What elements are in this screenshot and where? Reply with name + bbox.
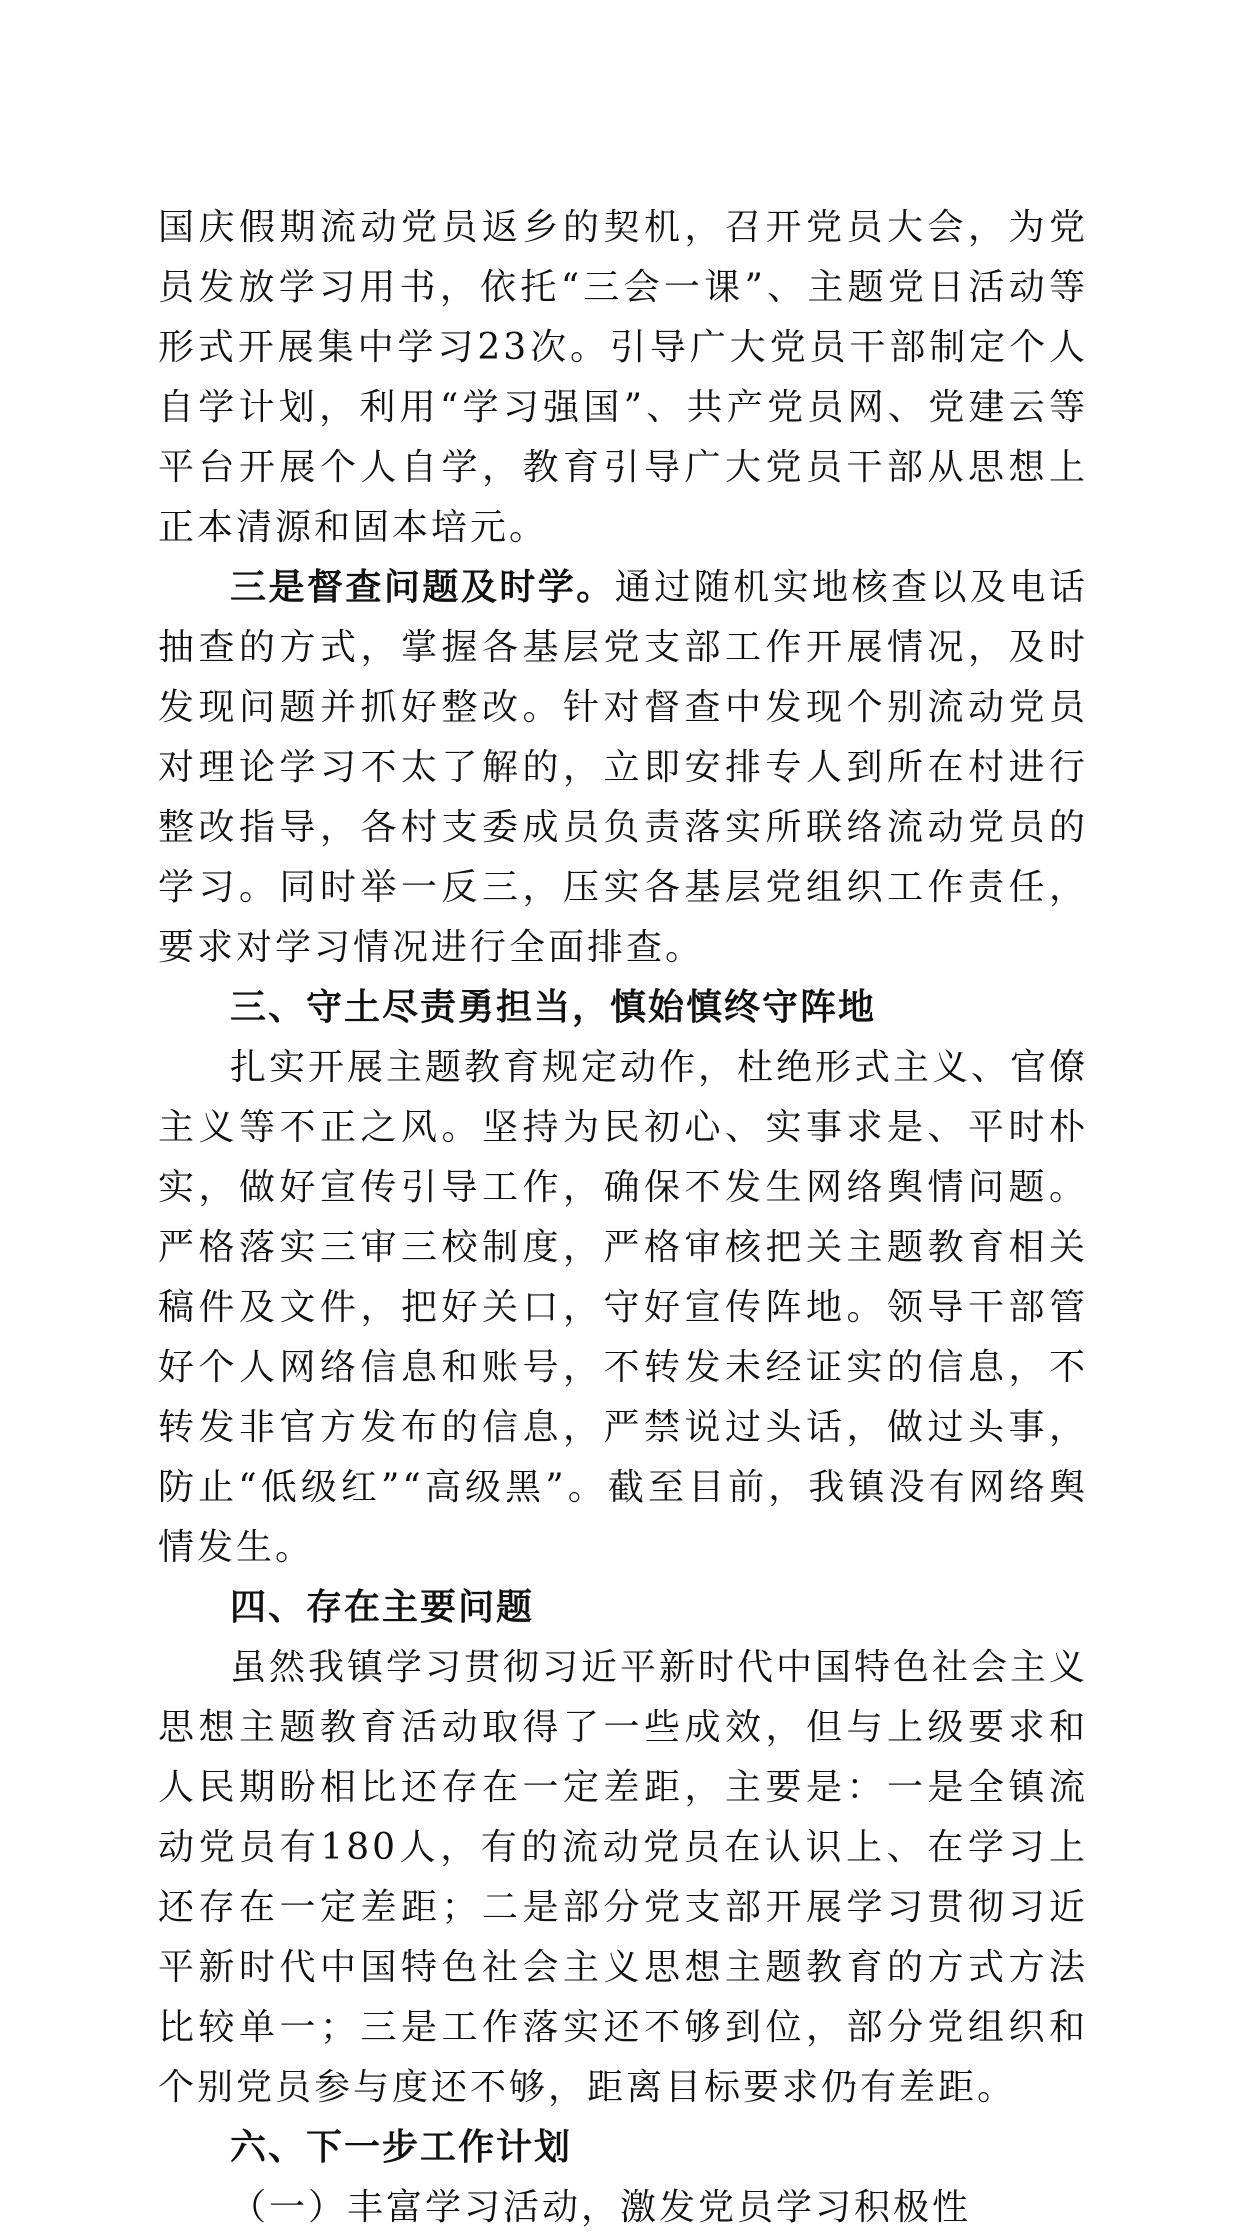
section-heading-4: 四、存在主要问题 bbox=[230, 1587, 535, 1628]
paragraph-supervision-text: 通过随机实地核查以及电话抽查的方式，掌握各基层党支部工作开展情况，及时发现问题并抓好整改。针对督查中发现个别流动党员对理论学习不太了解的，立即安排专人到所在村进行整改指导，各村支委成员负责落实所联络流动党员的学习。同时举一反三，压实各基层党组织工作责任，要求对学习情况进行全面排查。 bbox=[158, 567, 1088, 968]
subsection-heading-1: （一）丰富学习活动，激发党员学习积极性 bbox=[230, 2187, 972, 2228]
paragraph-study-activities: 国庆假期流动党员返乡的契机，召开党员大会，为党员发放学习用书，依托“三会一课”、主题党日活动等形式开展集中学习23次。引导广大党员干部制定个人自学计划，利用“学习强国”、共产党员网、党建云等平台开展个人自学，教育引导广大党员干部从思想上正本清源和固本培元。 bbox=[158, 207, 1088, 548]
section-heading-3: 三、守土尽责勇担当，慎始慎终守阵地 bbox=[230, 987, 877, 1028]
paragraph-problems: 虽然我镇学习贯彻习近平新时代中国特色社会主义思想主题教育活动取得了一些成效，但与上级要求和人民期盼相比还存在一定差距，主要是：一是全镇流动党员有180人，有的流动党员在认识上、在学习上还存在一定差距；二是部分党支部开展学习贯彻习近平新时代中国特色社会主义思想主题教育的方式方法比较单一；三是工作落实还不够到位，部分党组织和个别党员参与度还不够，距离目标要求仍有差距。 bbox=[158, 1647, 1089, 2108]
paragraph-supervision bbox=[158, 558, 1088, 978]
document-body bbox=[158, 198, 1088, 2238]
paragraph-lead-supervision: 三是督查问题及时学。 bbox=[230, 567, 615, 608]
section-heading-6: 六、下一步工作计划 bbox=[230, 2127, 573, 2168]
paragraph-publicity: 扎实开展主题教育规定动作，杜绝形式主义、官僚主义等不正之风。坚持为民初心、实事求是、平时朴实，做好宣传引导工作，确保不发生网络舆情问题。严格落实三审三校制度，严格审核把关主题教育相关稿件及文件，把好关口，守好宣传阵地。领导干部管好个人网络信息和账号，不转发未经证实的信息，不转发非官方发布的信息，严禁说过头话，做过头事，防止“低级红”“高级黑”。截至目前，我镇没有网络舆情发生。 bbox=[158, 1047, 1089, 1568]
